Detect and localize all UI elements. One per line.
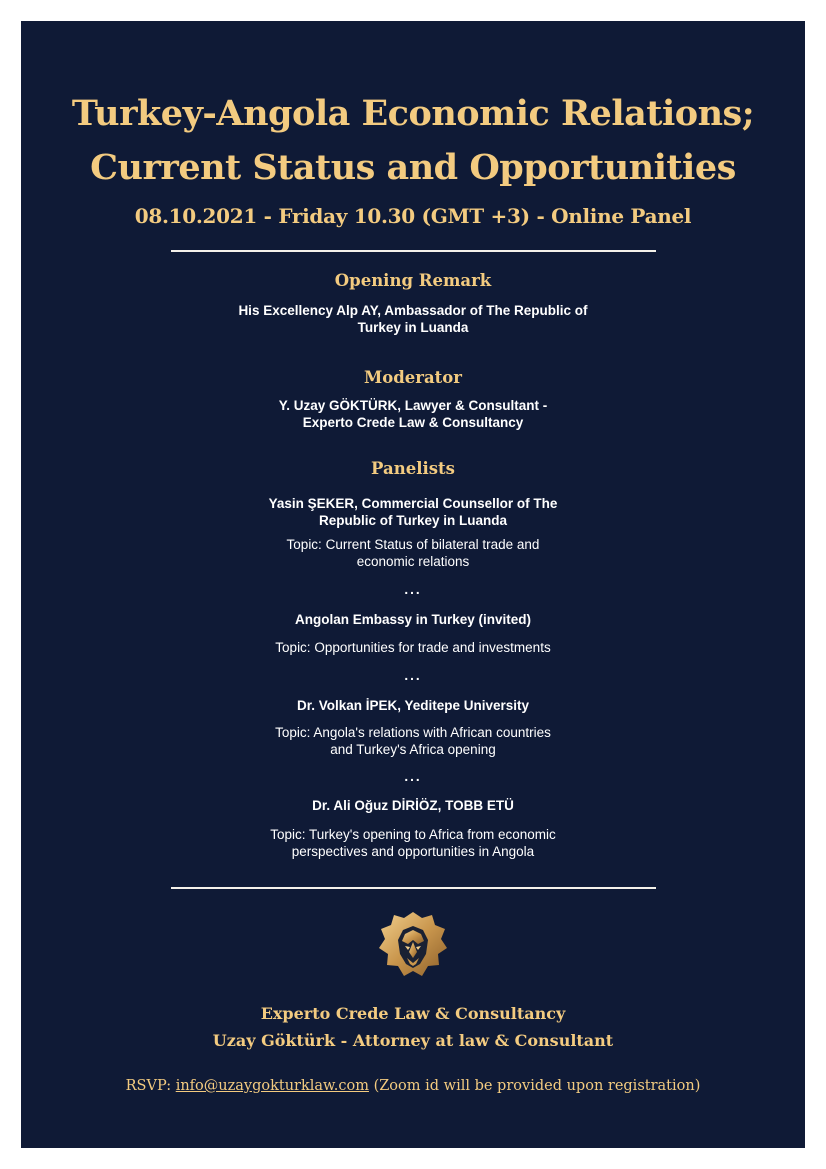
opening-speaker-line-2: Turkey in Luanda [357,320,469,335]
panelist-name-line-1: Yasin ŞEKER, Commercial Counsellor of The [268,496,558,511]
title-line-1: Turkey-Angola Economic Relations; [71,93,755,134]
panelist-name [21,611,805,628]
panelist-topic [21,639,805,656]
opening-remark-heading: Opening Remark [334,271,492,290]
event-title [21,87,805,195]
panelist-topic-line-2: and Turkey's Africa opening [330,742,496,757]
opening-remark-section [21,271,805,336]
moderator-name [21,397,805,431]
panelist-name [21,697,805,714]
panelist-topic-line-2: perspectives and opportunities in Angola [291,844,535,859]
rsvp-line [21,1078,805,1094]
panelist-topic-line-2: economic relations [356,554,470,569]
panelists-section [21,459,805,478]
panelist-topic [21,826,805,860]
panelist-name-line-1: Dr. Ali Oğuz DİRİÖZ, TOBB ETÜ [312,798,514,813]
moderator-heading: Moderator [363,368,462,387]
moderator-section [21,368,805,431]
top-divider [171,250,656,252]
panelist-item [21,697,805,758]
panelist-item [21,495,805,570]
panelist-name-line-2: Republic of Turkey in Luanda [318,513,508,528]
panelist-topic [21,724,805,758]
opening-speaker [21,302,805,336]
panelist-topic-line-1: Topic: Angola's relations with African countries [275,725,551,740]
panelist-name [21,797,805,814]
rsvp-prefix: RSVP: [125,1078,176,1094]
separator-dots: ... [404,582,422,597]
separator-dots: ... [404,769,422,784]
rsvp-email-link[interactable]: info@uzaygokturklaw.com [175,1078,369,1094]
panelist-topic [21,536,805,570]
bottom-divider [171,887,656,889]
panelist-item [21,611,805,656]
panelist-topic-line-1: Topic: Opportunities for trade and investments [275,640,551,655]
panelist-name-line-1: Dr. Volkan İPEK, Yeditepe University [296,698,530,713]
attorney-name: Uzay Göktürk - Attorney at law & Consultant [212,1031,614,1050]
event-date-line: 08.10.2021 - Friday 10.30 (GMT +3) - Online Panel [134,204,692,228]
opening-speaker-line-1: His Excellency Alp AY, Ambassador of The Republic of [238,303,588,318]
panelists-heading: Panelists [371,459,455,478]
panelist-name [21,495,805,529]
panelist-name-line-1: Angolan Embassy in Turkey (invited) [294,612,532,627]
event-poster [21,21,805,1148]
moderator-line-2: Experto Crede Law & Consultancy [302,415,524,430]
firm-name: Experto Crede Law & Consultancy [260,1004,566,1023]
separator-dots: ... [404,668,422,683]
lion-head-icon [378,910,448,982]
moderator-line-1: Y. Uzay GÖKTÜRK, Lawyer & Consultant - [278,398,548,413]
rsvp-note: (Zoom id will be provided upon registration) [368,1078,701,1094]
panelist-topic-line-1: Topic: Turkey's opening to Africa from economic [270,827,556,842]
title-line-2: Current Status and Opportunities [90,147,736,188]
panelist-topic-line-1: Topic: Current Status of bilateral trade and [286,537,540,552]
panelist-item [21,797,805,860]
